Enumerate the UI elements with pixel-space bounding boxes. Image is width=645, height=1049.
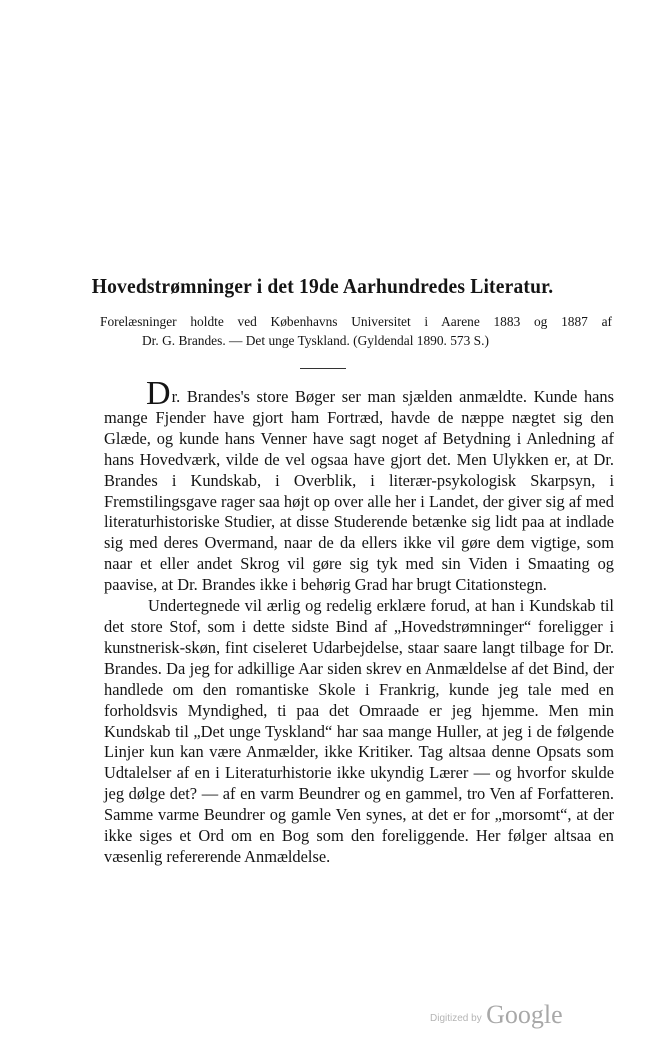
paragraph-1 [104, 375, 614, 596]
paragraph-2: Undertegnede vil ærlig og redelig erklære forud, at han i Kundskab til det store Stof, som i dette sidste Bind af „Hovedstrømninger“ foreligger i kunstnerisk-skøn, fint ciseleret Udarbejdelse, staar saare langt tilbage for Dr. Brandes. Da jeg for adkillige Aar siden skrev en Anmældelse af det Bind, der handlede om den romantiske Skole i Frankrig, kunde jeg tale med en forholdsvis Myndighed, ti paa det Omraade er jeg hjemme. Men min Kundskab til „Det unge Tyskland“ har saa mange Huller, at jeg i de følgende Linjer kun kan være Anmælder, ikke Kritiker. Tag altsaa denne Opsats som Udtalelser af en i Literaturhistorie ikke ukyndig Lærer — og hvorfor skulde jeg dølge det? — af en varm Beundrer og en gammel, tro Ven af Forfatteren. Samme varme Beundrer og gamle Ven synes, at det er for „morsomt“, at der ikke siges et Ord om en Bog som den foreliggende. Her følger altsaa en væsenlig refererende Anmældelse. [104, 596, 614, 866]
paragraph-1-text: r. Brandes's store Bøger ser man sjælden anmældte. Kunde hans mange Fjender have gjort ham Fortræd, havde de næppe nægtet sig den Glæde, og kunde hans Venner have sagt noget af Betydning i Anledning af hans Hovedværk, vilde de vel ogsaa have gjort det. Men Ulykken er, at Dr. Brandes i Kundskab, i Overblik, i literær-psykologisk Skarpsyn, i Fremstilingsgave rager saa højt op over alle her i Landet, der giver sig af med literaturhistoriske Studier, at disse Studerende betænke sig lidt paa at indlade sig med deres Overmand, naar de da ellers ikke vil gøre dem vigtige, som naar et eller andet Skrog vil gøre sig tyk med sin Viden i Smaating og paavise, at Dr. Brandes ikke i behørig Grad har brugt Citationstegn. [104, 387, 614, 595]
subtitle-line-2: Dr. G. Brandes. — Det unge Tyskland. (Gyldendal 1890. 573 S.) [142, 333, 489, 348]
section-divider [300, 368, 346, 369]
digitized-watermark [430, 1000, 630, 1030]
watermark-prefix: Digitized by [430, 1013, 482, 1024]
google-logo: Google [486, 1000, 563, 1029]
drop-cap: D [146, 375, 171, 412]
article-title: Hovedstrømninger i det 19de Aarhundredes Literatur. [91, 274, 554, 298]
article-subtitle [100, 312, 612, 350]
article-body [104, 375, 614, 868]
subtitle-line-1: Forelæsninger holdte ved Københavns Universitet i Aarene 1883 og 1887 af [100, 314, 612, 329]
